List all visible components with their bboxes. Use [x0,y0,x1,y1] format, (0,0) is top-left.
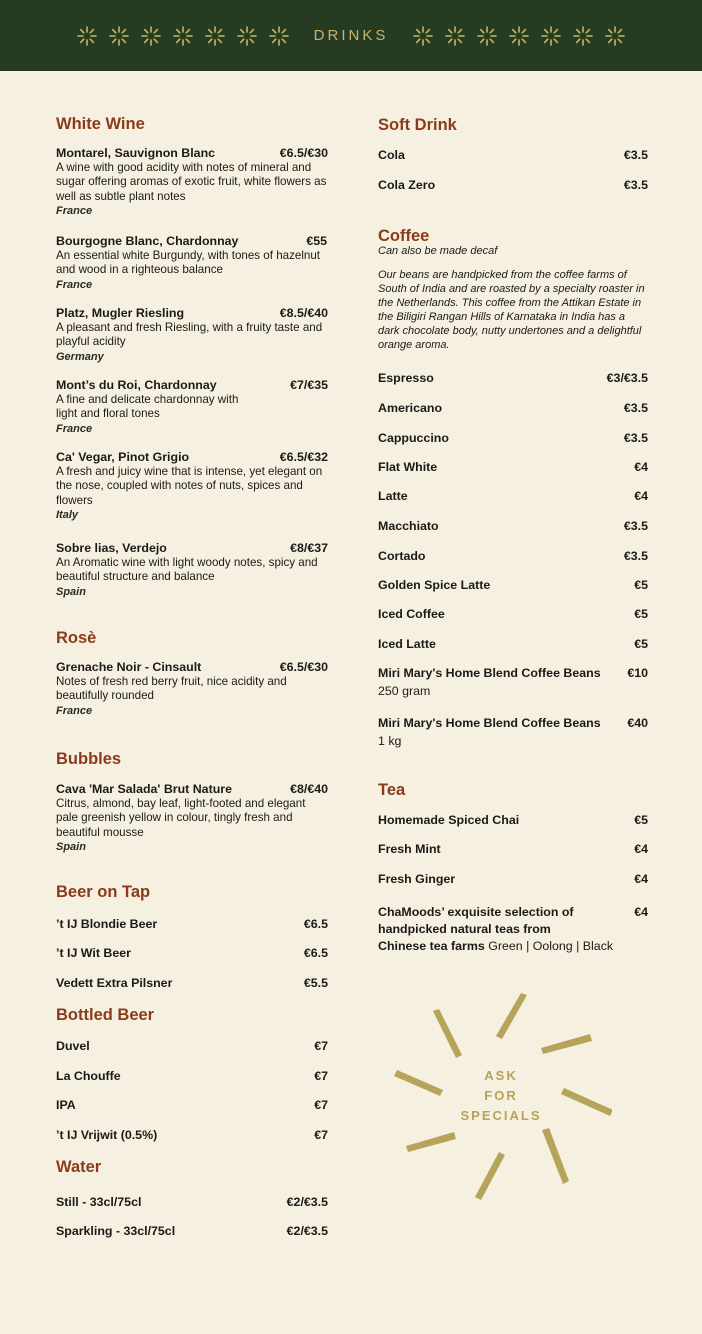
item-price: €7 [314,1098,328,1112]
section-title: Tea [378,781,406,799]
menu-item [56,450,328,523]
item-origin: France [56,704,93,717]
item-origin: France [56,278,93,291]
item-name: Flat White [378,460,438,474]
sparkle-icon [508,25,530,47]
chamoods-tea-item [378,904,648,955]
sparkle-icon [140,25,162,47]
item-price: €3.5 [623,431,648,445]
menu-item [378,578,648,592]
menu-item [378,519,648,533]
sparkle-icon [444,25,466,47]
item-price: €3.5 [623,178,648,192]
menu-item [56,306,328,364]
item-name: Americano [378,401,443,415]
item-name: Fresh Mint [378,842,441,856]
section-title: White Wine [56,115,145,133]
item-price: €8/€40 [290,782,328,796]
menu-item [378,716,648,730]
section-title: Bottled Beer [56,1006,155,1024]
sparkle-icon [172,25,194,47]
item-name: Cappuccino [378,431,449,445]
menu-item [56,660,328,718]
specials-line-2: FOR [484,1088,518,1103]
item-origin: France [56,422,93,435]
section-title: Rosè [56,629,97,647]
page-title: DRINKS [313,27,389,44]
item-price: €5 [634,813,648,827]
item-name [378,904,613,955]
item-name: ’t IJ Vrijwit (0.5%) [56,1128,158,1142]
item-origin: Germany [56,350,104,363]
soft-drink-section [378,116,648,135]
sparkle-icon [204,25,226,47]
bubbles-section [56,750,328,769]
item-price: €55 [306,234,327,248]
item-price: €5 [634,578,648,592]
item-name: ’t IJ Blondie Beer [56,917,158,931]
item-price: €5.5 [303,976,328,990]
item-price: €7 [314,1039,328,1053]
water-section [56,1158,328,1177]
item-origin: Spain [56,841,86,853]
menu-item [378,148,648,162]
item-description: A wine with good acidity with notes of mineral and sugar offering aromas of exotic fruit, white flowers as well as subtle plant notes [56,160,327,203]
tea-line-2: handpicked natural teas from [378,922,551,936]
item-price: €6.5 [303,917,328,931]
section-title: Beer on Tap [56,883,151,901]
item-description: A fresh and juicy wine that is intense, yet elegant on the nose, coupled with notes of nuts, spices and flowers [56,464,323,507]
item-price: €5 [634,607,648,621]
item-name: Montarel, Sauvignon Blanc [56,146,216,160]
item-price: €6.5 [303,946,328,960]
item-name: Cola [378,148,405,162]
item-size: 1 kg [378,734,402,748]
item-name: Cava 'Mar Salada' Brut Nature [56,782,232,796]
menu-item [56,541,328,599]
item-price: €3.5 [623,148,648,162]
item-name: Grenache Noir - Cinsault [56,660,202,674]
item-price: €10 [627,666,648,680]
item-price: €8/€37 [290,541,328,555]
item-price: €5 [634,637,648,651]
item-price: €7/€35 [290,378,328,392]
item-price: €4 [634,905,648,919]
sparkle-icon [540,25,562,47]
item-price: €40 [627,716,648,730]
item-name: Mont’s du Roi, Chardonnay [56,378,217,392]
menu-item [378,401,648,415]
menu-item [378,178,648,192]
item-price: €4 [634,460,648,474]
item-name: ’t IJ Wit Beer [56,946,131,960]
item-name: Cola Zero [378,178,436,192]
item-price: €2/€3.5 [286,1195,328,1209]
menu-item [378,549,648,563]
item-price: €2/€3.5 [286,1224,328,1238]
sparkle-icon [572,25,594,47]
menu-item [378,371,648,385]
coffee-description: Our beans are handpicked from the coffee farms of South of India and are roasted by a specialty roaster in the Netherlands. This coffee from the Attikan Estate in the Biligiri Rangan Hills of Karnataka in India has a dark chocolate body, nutty undertones and a delightful orange aroma. [378,269,645,351]
item-price: €4 [634,872,648,886]
item-name: Fresh Ginger [378,872,456,886]
menu-item [378,607,648,621]
item-name: Bourgogne Blanc, Chardonnay [56,234,239,248]
section-title: Soft Drink [378,116,457,134]
item-name: Macchiato [378,519,439,533]
sparkle-icon [412,25,434,47]
specials-line-3: SPECIALS [460,1108,542,1123]
sparkle-icon [108,25,130,47]
menu-item [56,1039,328,1053]
menu-item [56,917,328,931]
item-price: €4 [634,842,648,856]
item-price: €7 [314,1069,328,1083]
section-title: Bubbles [56,750,122,768]
header-bar [0,0,702,71]
rose-section [56,629,328,648]
tea-varieties: Green | Oolong | Black [484,939,614,953]
sparkle-icon [236,25,258,47]
tea-line-1: ChaMoods’ exquisite selection of [378,905,574,919]
item-name: IPA [56,1098,76,1112]
item-name: Iced Coffee [378,607,445,621]
item-name: Homemade Spiced Chai [378,813,520,827]
item-name: Golden Spice Latte [378,578,491,592]
item-price: €3.5 [623,401,648,415]
menu-item [56,1098,328,1112]
item-origin: Italy [56,509,79,521]
item-name: Espresso [378,371,434,385]
item-name: Iced Latte [378,637,436,651]
item-name: Sparkling - 33cl/75cl [56,1224,176,1238]
menu-item [378,872,648,886]
menu-item [56,1224,328,1238]
bottled-beer-section [56,1006,328,1025]
specials-line-1: ASK [484,1068,518,1083]
menu-item [378,666,648,680]
menu-item [56,146,328,219]
menu-item [378,637,648,651]
item-price: €6.5/€30 [279,660,328,674]
sparkle-icon [604,25,626,47]
menu-item [378,813,648,827]
item-name: Miri Mary's Home Blend Coffee Beans [378,666,601,680]
menu-item [56,1195,328,1209]
menu-item [56,782,328,855]
decaf-note: Can also be made decaf [378,245,498,257]
item-price: €7 [314,1128,328,1142]
sparkle-icon [476,25,498,47]
item-origin: Spain [56,585,86,598]
sparkle-icon [76,25,98,47]
item-name: Cortado [378,549,426,563]
item-price: €4 [634,489,648,503]
item-price: €8.5/€40 [279,306,328,320]
beer-on-tap-section [56,883,328,902]
menu-item [56,976,328,990]
item-size: 250 gram [378,684,431,698]
item-name: Platz, Mugler Riesling [56,306,185,320]
item-name: Miri Mary's Home Blend Coffee Beans [378,716,601,730]
item-price: €3.5 [623,549,648,563]
section-title: Water [56,1158,102,1176]
item-name: Duvel [56,1039,90,1053]
menu-item [378,431,648,445]
item-name: Latte [378,489,408,503]
menu-item [56,1069,328,1083]
menu-item [378,460,648,474]
item-description: An essential white Burgundy, with tones of hazelnut and wood in a righteous balance [56,248,321,276]
menu-item [56,1128,328,1142]
item-price: €3/€3.5 [606,371,648,385]
item-description: Notes of fresh red berry fruit, nice acidity and beautifully rounded [56,674,287,702]
section-title: Coffee [378,227,430,245]
item-price: €6.5/€30 [279,146,328,160]
item-name: Sobre lias, Verdejo [56,541,167,555]
item-description: A pleasant and fresh Riesling, with a fruity taste and playful acidity [56,320,323,348]
item-price: €3.5 [623,519,648,533]
item-name: Vedett Extra Pilsner [56,976,173,990]
menu-item [56,234,328,292]
menu-item [56,946,328,960]
menu-item [378,842,648,856]
item-name: Ca' Vegar, Pinot Grigio [56,450,190,464]
item-description: An Aromatic wine with light woody notes, spicy and beautiful structure and balance [56,555,318,583]
sparkle-icon [268,25,290,47]
menu-item [56,378,328,436]
item-origin: France [56,205,93,217]
item-price: €6.5/€32 [279,450,328,464]
tea-section [378,781,648,800]
item-description: A fine and delicate chardonnay with light and floral tones [56,392,239,420]
tea-line-3: Chinese tea farms [378,939,485,953]
item-name: La Chouffe [56,1069,121,1083]
white-wine-section [56,115,328,134]
item-name: Still - 33cl/75cl [56,1195,142,1209]
ask-for-specials [440,1066,562,1126]
item-description: Citrus, almond, bay leaf, light-footed and elegant pale greenish yellow in colour, tingly fresh and beautiful mousse [56,796,306,839]
menu-item [378,489,648,503]
